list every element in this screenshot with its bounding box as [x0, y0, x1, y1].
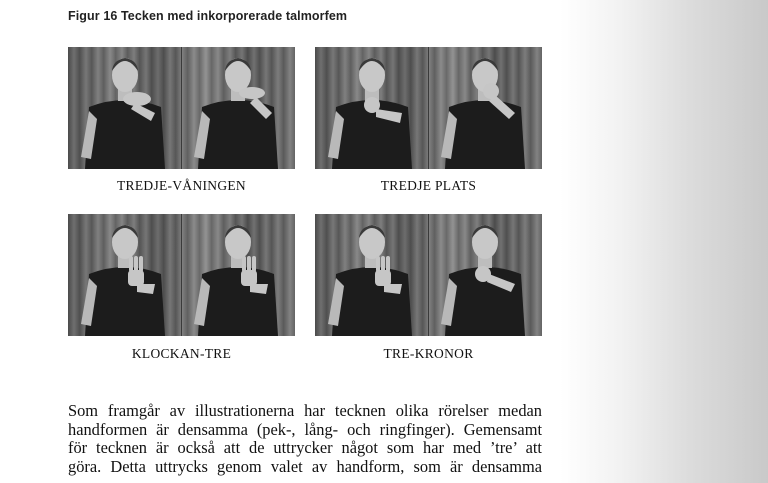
- finger: [381, 256, 385, 272]
- finger: [242, 256, 246, 272]
- torso: [85, 100, 165, 169]
- hand: [128, 270, 144, 286]
- frame-divider: [428, 47, 429, 169]
- finger: [134, 256, 138, 272]
- signer-figure: [328, 225, 412, 336]
- finger: [129, 256, 133, 272]
- body-line: göra. Detta uttrycks genom valet av handform, som är densamma: [68, 456, 542, 476]
- finger: [386, 256, 390, 272]
- torso: [198, 267, 278, 336]
- finger: [247, 256, 251, 272]
- hand: [241, 270, 257, 286]
- torso: [332, 267, 412, 336]
- signer-figure: [441, 58, 525, 169]
- hand: [475, 266, 491, 282]
- body-paragraph: [68, 402, 542, 476]
- frame-divider: [181, 47, 182, 169]
- finger: [376, 256, 380, 272]
- body-line: för tecknen är också att de uttrycker något som har med ’tre’ att: [68, 438, 542, 458]
- photo-tredje-plats: [315, 47, 542, 169]
- hand: [375, 270, 391, 286]
- signer-figure: [441, 225, 525, 336]
- photo-tredje-vaningen: [68, 47, 295, 169]
- torso: [85, 267, 165, 336]
- finger: [252, 256, 256, 272]
- hand: [364, 97, 380, 113]
- caption-tredje-plats: TREDJE PLATS: [380, 178, 477, 193]
- frame-divider: [428, 214, 429, 336]
- frame-divider: [181, 214, 182, 336]
- signer-figure: [81, 58, 165, 169]
- hand: [123, 92, 151, 106]
- signer-figure: [81, 225, 165, 336]
- caption-tre-kronor: TRE-KRONOR: [383, 346, 474, 361]
- signer-figure: [194, 225, 278, 336]
- photo-klockan-tre: [68, 214, 295, 336]
- photo-tre-kronor: [315, 214, 542, 336]
- caption-klockan-tre: KLOCKAN-TRE: [131, 346, 232, 361]
- signer-figure: [328, 58, 412, 169]
- figure-title: Figur 16 Tecken med inkorporerade talmorfem: [68, 9, 348, 23]
- body-line: Som framgår av illustrationerna har tecknen olika rörelser medan: [68, 401, 542, 420]
- hand: [483, 83, 499, 99]
- caption-tredje-vaningen: TREDJE-VÅNINGEN: [117, 178, 246, 193]
- finger: [139, 256, 143, 272]
- signer-figure: [194, 58, 278, 169]
- hand: [239, 87, 265, 99]
- torso: [445, 100, 525, 169]
- body-line: handformen är densamma (pek-, lång- och ringfinger). Gemensamt: [68, 419, 542, 439]
